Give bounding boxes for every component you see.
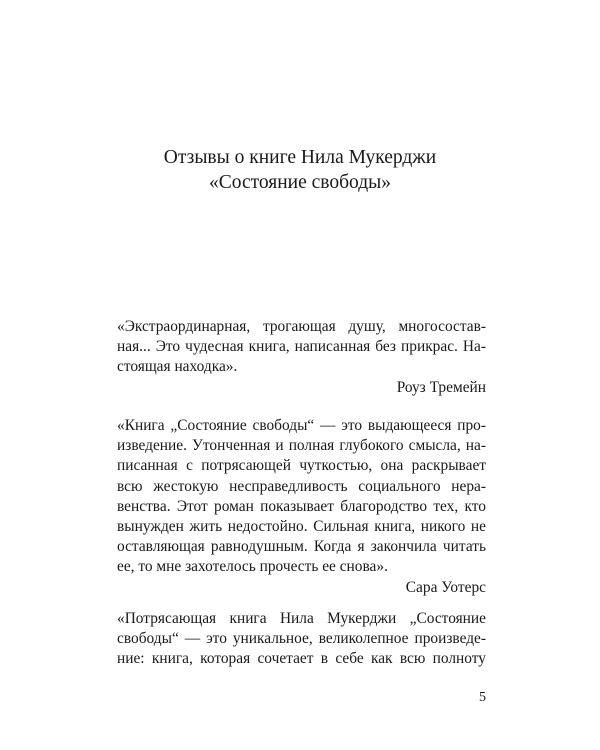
review-text-line: оставляющая равнодушным. Когда я закончила читать (117, 538, 486, 556)
review-text-line: «Потрясающая книга Нила Мукерджи „Состояние (117, 610, 486, 627)
review-sarah-waters (117, 416, 486, 598)
review-text-line: ние: книга, которая сочетает в себе как всю полноту (117, 650, 486, 668)
review-text-line: всю жестокую несправедливость социального нера- (117, 477, 486, 495)
review-text-line: свободы“ — это уникальное, великолепное произведе- (117, 630, 486, 648)
review-third (117, 609, 486, 670)
review-author: Роуз Тремейн (396, 378, 486, 396)
review-text-line: стоящая находка». (117, 358, 238, 376)
review-text-line: вынужден жить недостойно. Сильная книга, никого не (117, 518, 486, 536)
review-text-line: изведение. Утонченная и полная глубокого смысла, на- (117, 437, 486, 455)
page-title-line-1: Отзывы о книге Нила Мукерджи (163, 147, 437, 168)
review-rose-tremain (117, 317, 486, 398)
review-text-line: писанная с потрясающей чуткостью, она раскрывает (117, 457, 486, 475)
page-title (0, 145, 600, 195)
review-text-line: «Книга „Состояние свободы“ — это выдающееся про- (117, 417, 486, 434)
review-text-line: ная... Это чудесная книга, написанная без прикрас. На- (117, 338, 486, 356)
review-author: Сара Уотерс (405, 578, 486, 596)
review-text-line: венства. Этот роман показывает благородство тех, кто (117, 497, 486, 515)
page-number: 5 (479, 690, 486, 705)
page-title-line-2: «Состояние свободы» (208, 172, 392, 193)
review-text-line: «Экстраординарная, трогающая душу, многосостав- (117, 318, 486, 335)
review-text-line: ее, то мне захотелось прочесть ее снова». (117, 558, 388, 576)
